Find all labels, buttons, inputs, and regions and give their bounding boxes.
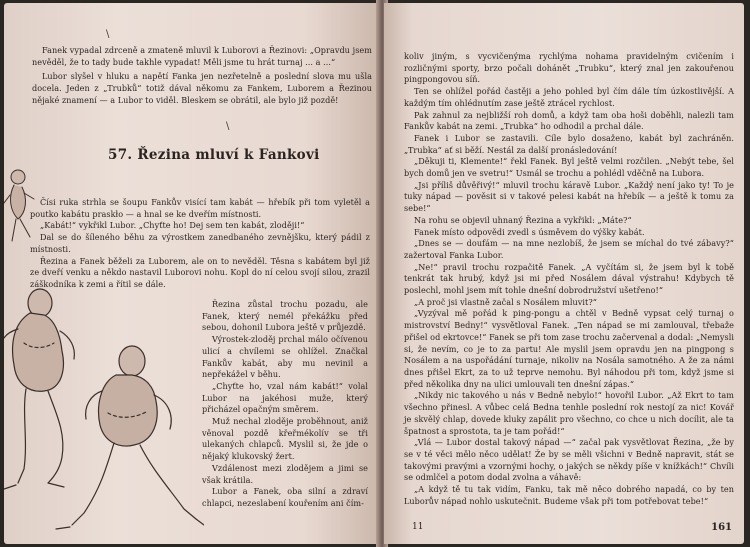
right-body-text: [404, 51, 734, 507]
paragraph: Řezina zůstal trochu pozadu, ale Fanek, který nemél překážku před sebou, dohonil Lubora ještě v průjezdě.: [202, 299, 368, 333]
paragraph: „Nikdy nic takového u nás v Bedně nebylo!“ hovořil Lubor. „Až Ekrt to tam všechno přinesl. A vůbec celá Bedna tenhle poslední rok nestojí za nic! Kovář je skvělý chlap, dovede kluky zapálit pro všechno, co chce u nich docílit, ale ta špatnost a sprostota, ta je tam pořád!“: [404, 390, 734, 436]
paragraph: „Chyťte ho, vzal nám kabát!“ volal Lubor na jakéhosi muže, který přicházel opačným směrem.: [202, 380, 368, 415]
paragraph: Dal se do šíleného běhu za výrostkem zanedbaného zevnějšku, který pádil z místnosti.: [30, 232, 370, 254]
paragraph: Fanek vypadal zdrceně a zmateně mluvil k Luborovi a Řezinovi: „Opravdu jsem nevěděl, že to tady bude takhle vypadat! Měli jsme tu hrát turnaj ... a ...“: [32, 45, 372, 67]
paragraph: Fanek místo odpovědi zvedl s úsměvem do výšky kabát.: [414, 226, 645, 237]
paragraph: „Děkuji ti, Klemente!“ řekl Fanek. Byl ještě velmi rozčilen. „Nebýt tebe, šel bych domů jen ve svetru!“ Usmál se trochu a pohlédl vděčně na Lubora.: [404, 156, 734, 179]
small-figure-illustration: [4, 163, 44, 253]
paragraph: „A proč jsi vlastně začal s Nosálem mluvit?“: [414, 296, 597, 307]
right-page: [384, 3, 744, 544]
paragraph: „Jsi příliš důvěřivý!“ mluvil trochu káravě Lubor. „Každý není jako ty! To je tuky nápad — pověsit si v takové pelesi kabát na hřebík — a ještě k tomu za sebe!“: [404, 179, 734, 214]
paragraph: Ten se ohlížel pořád častěji a jeho pohled byl čím dále tím úzkostlivější. A každým tím ohlédnutím zase ještě ztrácel rychlost.: [404, 86, 734, 108]
smudge-mark: \: [226, 121, 230, 132]
paragraph: koliv jiným, s vycvičenýma rychlýma nohama pravidelným cvičením i rozličnými sporty, brzo počali dohánět „Trubku“, který znal jen zakouřenou pingpongovou síň.: [404, 51, 734, 85]
left-top-text: [32, 45, 372, 107]
paragraph: Řezina a Fanek běželi za Luborem, ale on to nevěděl. Těsna s kabátem byl již ze dveří venku a někdo nastavil Luborovi nohu. Kopl do ní celou svojí silou, zrazil záškodníka k zemi a řítil se dále.: [30, 255, 370, 289]
page-number: 161: [711, 522, 732, 533]
paragraph: „Kabát!“ vykřikl Lubor. „Chyťte ho! Dej sem ten kabát, zloději!“: [40, 220, 305, 231]
paragraph: Lubor slyšel v hluku a napětí Fanka jen nezřetelně a poslední slova mu ušla docela. Jeden z „Trubků“ totiž dával někomu za Fankem, Luborem a Řezinou nějaké znamení — a Lubor to viděl. Bleskem se obrátil, ale bylo již pozdě!: [32, 71, 372, 105]
paragraph: Čísi ruka strhla se šoupu Fankův visící tam kabát — hřebík při tom vyletěl a poutko kabátu praskło — a hnal se ke dveřím místnosti.: [30, 197, 370, 219]
paragraph: Na rohu se objevil uhnaný Řezina a vykřikl: „Máte?“: [414, 214, 632, 225]
paragraph: „Vyzýval mě pořád k ping-pongu a chtěl v Bedně vypsat celý turnaj o mistrovství Bedny!“ vysvětloval Fanek. „Ten nápad se mi zamlouval, třebaže přišel od ekrtovce!“ Fanek se při tom zase trochu začervenal a dodal: „Nemysli si, že nevím, co je to za partu! Ale myslil jsem opravdu jen na pingpong s Nosálem a na uspořádání turnaje, nikoliv na Nosála samotného. A že za námi dnes přišel Ekrt, za to už teprve nemohu. Byl náhodou při tom, když jsme si před několika dny na ulici umlouvali ten dnešní zápas.“: [404, 308, 734, 389]
paragraph: „Dnes se — doufám — na mne nezlobíš, že jsem se míchal do tvé zábavy?“ zažertoval Fanka Lubor.: [404, 238, 734, 260]
left-page: [4, 3, 380, 544]
paragraph: Muž nechal zloděje proběhnout, aniž věnoval pozdě křeřmékolív se tři ulekaných chlapců. Myslil si, že jde o nějaký klukovský žert.: [202, 416, 368, 462]
smudge-mark: \: [106, 29, 110, 40]
signature-mark: 11: [412, 522, 424, 532]
paragraph: Výrostek-zloděj prchal málo očívenou ulicí a chvílemi se ohlížel. Značkal Fankův kabát, aby mu nevinil a nepřekážel v běhu.: [202, 334, 368, 380]
paragraph: „A když tě tu tak vidím, Fanku, tak mě něco dobrého napadá, co by ten Luborův nápad nohlo uskutečnit. Budeme však při tom potřebovat tebe!“: [404, 484, 734, 506]
running-boys-illustration: [4, 273, 204, 544]
paragraph: „Vlá — Lubor dostal takový nápad —“ začal pak vysvětlovat Řezina, „že by se v té věci mělo něco udělat! Že by se měli všichni v Bedně napravit, stát se takovými pravými a vzornými hochy, o jakých se někdy píše v knížkách!“ Chvíli se odmlčel a potom dodal zvolna a váhavě:: [404, 437, 734, 483]
left-narrow-text: [202, 299, 368, 510]
chapter-heading: 57. Řezina mluví k Fankovi: [108, 147, 320, 163]
paragraph: „Ne!“ pravil trochu rozpačitě Fanek. „A vyčítám si, že jsem byl k tobě tenkrát tak hrubý, když jsi mi před Nosálem dával výstrahu! Kdybych tě poslechl, mohl jsem mít tohle dnešní dobrodružství ušetřeno!“: [404, 261, 734, 296]
paragraph: Vzdálenost mezi zlodějem a jimi se však krátila.: [202, 462, 368, 485]
paragraph: Pak zahnul za nejbližší roh domů, a když tam oba hoši doběhli, nalezli tam Fankův kabát na zemi. „Trubka“ ho odhodil a prchal dále.: [404, 109, 734, 132]
paragraph: Fanek i Lubor se zastavili. Cíle bylo dosaženo, kabát byl zachráněn. „Trubka“ ať si běží. Nestál za další pronásledování!: [404, 132, 734, 155]
paragraph: Lubor a Fanek, oba silní a zdraví chlapci, nezeslabení kouřením ani čím-: [202, 486, 368, 508]
